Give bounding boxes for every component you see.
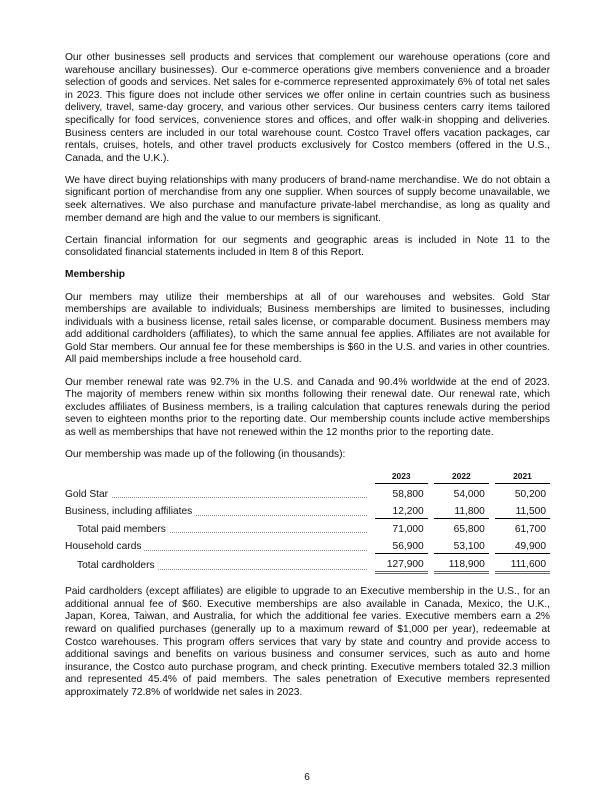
paragraph-membership-utilization: Our members may utilize their memberships at all of our warehouses and websites. Gold Star memberships are available to individuals; Business memberships are limited to businesses, including individuals with a business license, retail sales license, or comparable document. Business members may add additional cardholders (affiliates), to which the same annual fee applies. Affiliates are not available for Gold Star members. Our annual fee for these memberships is $60 in the U.S. and varies in other countries. All paid memberships include a free household card. xyxy=(65,291,550,366)
cell-value: 50,200 xyxy=(514,488,546,500)
table-header-row xyxy=(65,470,550,484)
cell-value: 65,800 xyxy=(453,523,485,535)
paragraph-table-intro: Our membership was made up of the following (in thousands): xyxy=(65,449,346,461)
table-row xyxy=(65,519,550,537)
paragraph-buying-relationships: We have direct buying relationships with many producers of brand-name merchandise. We do not obtain a significant portion of merchandise from any one supplier. When sources of supply become unavailable, we seek alternatives. We also purchase and manufacture private-label merchandise, as long as quality and member demand are high and the value to our members is significant. xyxy=(65,174,550,224)
page-number: 6 xyxy=(304,772,310,783)
cell-value: 56,900 xyxy=(375,536,428,554)
table-row xyxy=(65,501,550,519)
cell-value: 58,800 xyxy=(392,488,424,500)
cell-value: 111,600 xyxy=(495,554,550,573)
table-row xyxy=(65,536,550,554)
section-heading-membership: Membership xyxy=(65,269,126,281)
document-page xyxy=(65,52,550,709)
cell-value: 54,000 xyxy=(453,488,485,500)
cell-value: 61,700 xyxy=(514,523,546,535)
cell-value: 118,900 xyxy=(434,554,489,573)
column-header: 2021 xyxy=(495,470,550,484)
row-label: Business, including affiliates xyxy=(65,506,195,517)
row-label: Household cards xyxy=(65,541,144,552)
column-header: 2022 xyxy=(434,470,489,484)
cell-value: 49,900 xyxy=(495,536,550,554)
cell-value: 127,900 xyxy=(375,554,428,573)
table-row xyxy=(65,484,550,502)
row-label: Gold Star xyxy=(65,489,111,500)
paragraph-executive-membership: Paid cardholders (except affiliates) are eligible to upgrade to an Executive membership in the U.S., for an additional annual fee of $60. Executive memberships are also available in Canada, Mexico, the U.K., Japan, Korea, Taiwan, and Australia, for which the additional fee varies. Executive members earn a 2% reward on qualified purchases (generally up to a maximum reward of $1,000 per year), redeemable at Costco warehouses. This program offers services that vary by state and country and provide access to additional savings and benefits on various business and consumer services, such as auto and home insurance, the Costco auto purchase program, and check printing. Executive members totaled 32.3 million and represented 45.4% of paid members. The sales penetration of Executive members represented approximately 72.8% of worldwide net sales in 2023. xyxy=(65,586,550,698)
cell-value: 53,100 xyxy=(434,536,489,554)
paragraph-renewal-rate: Our member renewal rate was 92.7% in the U.S. and Canada and 90.4% worldwide at the end of 2023. The majority of members renew within six months following their renewal date. Our renewal rate, which excludes affiliates of Business members, is a trailing calculation that captures renewals during the period seven to eighteen months prior to the reporting date. Our membership counts include active memberships as well as memberships that have not renewed within the 12 months prior to the reporting date. xyxy=(65,376,550,438)
paragraph-other-businesses: Our other businesses sell products and services that complement our warehouse operations (core and warehouse ancillary businesses). Our e-commerce operations give members convenience and a broader selection of goods and services. Net sales for e-commerce represented approximately 6% of total net sales in 2023. This figure does not include other services we offer online in certain countries such as business delivery, travel, same-day grocery, and various other services. Our business centers carry items tailored specifically for food services, convenience stores and offices, and offer walk-in shopping and deliveries. Business centers are included in our total warehouse count. Costco Travel offers vacation packages, car rentals, cruises, hotels, and other travel products exclusively for Costco members (offered in the U.S., Canada, and the U.K.). xyxy=(65,52,550,164)
row-label: Total paid members xyxy=(65,524,169,535)
membership-table xyxy=(65,470,550,575)
cell-value: 11,800 xyxy=(434,501,489,519)
cell-value: 12,200 xyxy=(375,501,428,519)
row-label: Total cardholders xyxy=(65,560,158,571)
column-header: 2023 xyxy=(375,470,428,484)
cell-value: 11,500 xyxy=(495,501,550,519)
paragraph-financial-info: Certain financial information for our segments and geographic areas is included in Note 11 to the consolidated financial statements included in Item 8 of this Report. xyxy=(65,234,550,259)
cell-value: 71,000 xyxy=(392,523,424,535)
table-row xyxy=(65,554,550,573)
